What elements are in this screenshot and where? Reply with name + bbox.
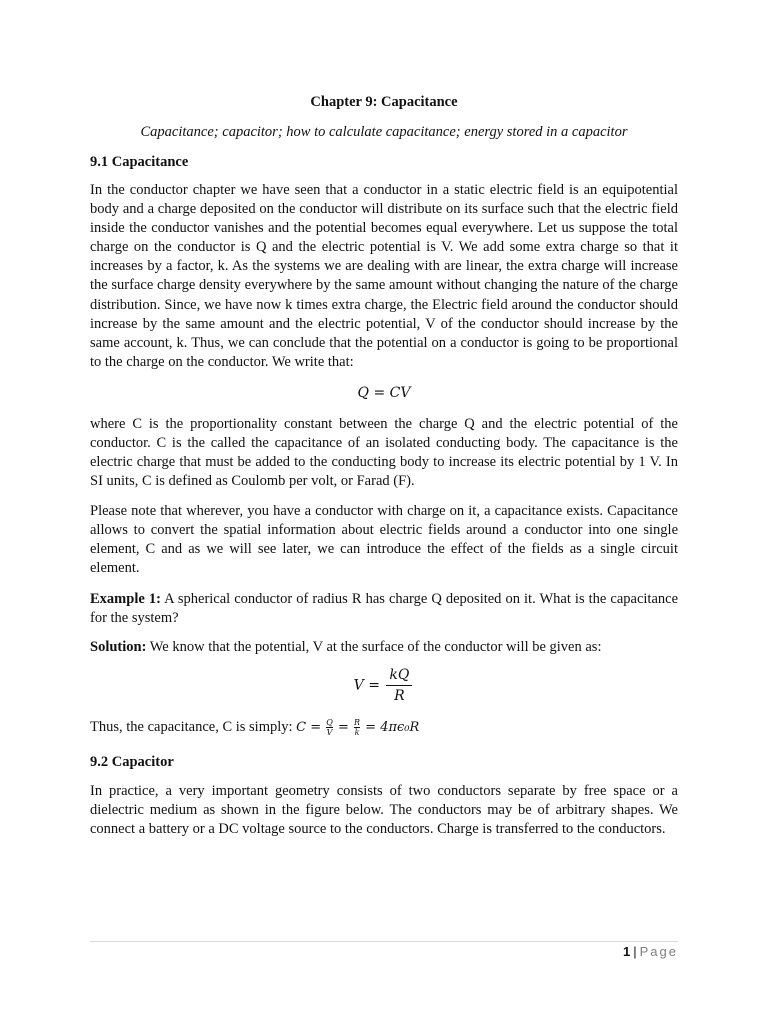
solution-text: We know that the potential, V at the surface of the conductor will be given as:: [146, 639, 602, 655]
chapter-subtitle: Capacitance; capacitor; how to calculate capacitance; energy stored in a capacitor: [140, 124, 628, 140]
example-text: A spherical conductor of radius R has charge Q deposited on it. What is the capacitance for the system?: [90, 591, 678, 627]
example-label: Example 1:: [90, 591, 161, 607]
page-number: 1: [623, 944, 631, 959]
paragraph-capacitor: In practice, a very important geometry consists of two conductors separate by free space or a dielectric medium as shown in the figure below. The conductors may be of arbitrary shapes. We connect a battery or a DC voltage source to the conductors. Charge is transferred to the conductors.: [90, 783, 678, 838]
example-1: [90, 590, 678, 628]
fraction-denominator: R: [394, 688, 405, 704]
section-heading-capacitance: 9.1 Capacitance: [90, 154, 189, 170]
section-heading-capacitor: 9.2 Capacitor: [90, 754, 174, 770]
footer-separator: |: [633, 944, 637, 959]
eq3-equals: =: [333, 720, 354, 735]
equation-capacitance-sphere: [296, 720, 419, 735]
page-footer: [623, 944, 678, 959]
paragraph-definition: where C is the proportionality constant between the charge Q and the electric potential of the conductor. C is the called the capacitance of an isolated conducting body. The capacitance is the electric charge that must be added to the conducting body to increase its electric potential by 1 V. In SI units, C is defined as Coulomb per volt, or Farad (F).: [90, 416, 678, 490]
equation-potential-lhs: V =: [353, 677, 385, 694]
chapter-title: Chapter 9: Capacitance: [310, 94, 458, 110]
equation-potential: [90, 665, 678, 706]
equation-q-cv: Q = CV: [357, 385, 411, 401]
capacitance-result-line: [90, 718, 678, 737]
eq3-f1-num: Q: [326, 718, 333, 727]
fraction-r-over-k: [354, 718, 360, 737]
eq3-f2-num: R: [354, 718, 361, 727]
eq3-rhs: = 4πϵ₀R: [361, 720, 420, 735]
fraction-numerator: kQ: [386, 665, 412, 686]
solution-label: Solution:: [90, 639, 147, 655]
thus-text: Thus, the capacitance, C is simply:: [90, 719, 297, 735]
eq3-f1-den: V: [326, 728, 333, 737]
solution: [90, 638, 678, 657]
fraction-q-over-v: [326, 718, 333, 737]
eq3-lhs: C =: [296, 720, 326, 735]
fraction-kq-over-r: [386, 665, 412, 706]
paragraph-intro: In the conductor chapter we have seen that a conductor in a static electric field is an equipotential body and a charge deposited on the conductor will distribute on its surface such that the electric field inside the conductor vanishes and the potential becomes equal everywhere. Let us suppose the total charge on the conductor is Q and the electric potential is V. We add some extra charge so that it increases by a factor, k. As the systems we are dealing with are linear, the extra charge will increase the surface charge density everywhere by the same amount without changing the nature of the charge distribution. Since, we have now k times extra charge, the Electric field around the conductor should increase by the same amount and the electric potential, V of the conductor should increase by the same account, k. Thus, we can conclude that the potential on a conductor is going to be proportional to the charge on the conductor. We write that:: [90, 182, 678, 370]
page-label: Page: [639, 944, 678, 959]
paragraph-note: Please note that wherever, you have a conductor with charge on it, a capacitance exists. Capacitance allows to convert the spatial information about electric fields around a conductor into one single element, C and as we will see later, we can introduce the effect of the fields as a single circuit element.: [90, 503, 678, 577]
footer-divider: [90, 941, 678, 942]
eq3-f2-den: k: [354, 728, 360, 737]
